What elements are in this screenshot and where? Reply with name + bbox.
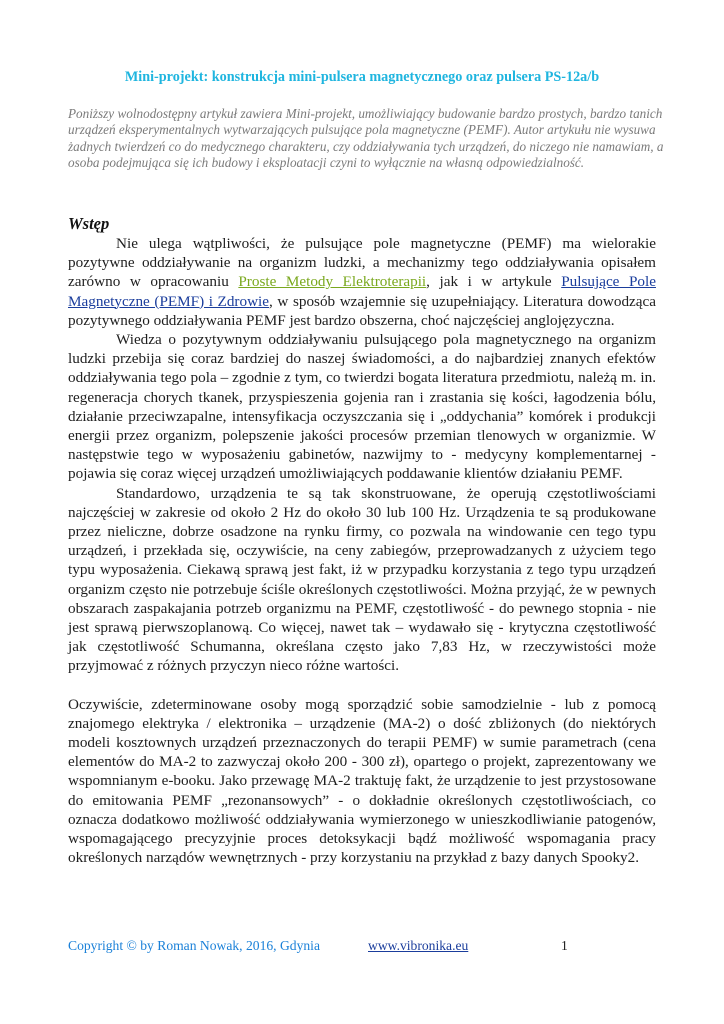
paragraph-3: Standardowo, urządzenia te są tak skonstruowane, że operują częstotliwościami najczęściej w zakresie od około 2 Hz do około 30 lub 100 Hz. Urządzenia te są produkowane przez nieliczne, dobrze osadzone na rynku firmy, co pozwala na windowanie cen tego typu urządzeń, i przekłada się, oczywiście, na ceny zabiegów, przeprowadzanych z użyciem tego typu wyposażenia. Ciekawą sprawą jest fakt, iż w przypadku korzystania z tego typu urządzeń organizm często nie potrzebuje ściśle określonych częstotliwości. Można przyjąć, że w pewnych obszarach zaspakajania potrzeb organizmu na PEMF, częstotliwość - do pewnego stopnia - nie jest sprawą pierwszoplanową. Co więcej, nawet tak – wydawało się - krytyczna częstotliwość jak częstotliwość Schumanna, określana często jako 7,83 Hz, w rzeczywistości może przyjmować z różnych przyczyn nieco różne wartości. bbox=[68, 484, 656, 675]
paragraph-2: Wiedza o pozytywnym oddziaływaniu pulsującego pola magnetycznego na organizm ludzki przebija się coraz bardziej do naszej świadomości, a do najbardziej znanych efektów oddziaływania tego pola – zgodnie z tym, co twierdzi bogata literatura przedmiotu, należą m. in. regeneracja chorych tkanek, przyspieszenia gojenia ran i zrastania się kości, łagodzenia bólu, działanie przeciwzapalne, intensyfikacja oczyszczania się i „oddychania” komórek i produkcji energii przez organizm, polepszenie jakości procesów przemian tlenowych w organizmie. W następstwie tego w wyposażeniu gabinetów, nazwijmy to - medycyny komplementarnej - pojawia się coraz więcej urządzeń umożliwiających poddawanie klientów działaniu PEMF. bbox=[68, 331, 656, 483]
footer-copyright: Copyright © by Roman Nowak, 2016, Gdynia bbox=[68, 938, 320, 953]
link-pulsujace-pole-magnetyczne[interactable]: Pulsujące Pole Magnetyczne (PEMF) i Zdrowie bbox=[68, 273, 656, 310]
paragraph-1 bbox=[68, 234, 656, 330]
section-heading: Wstęp bbox=[68, 214, 110, 233]
footer-website-link[interactable]: www.vibronika.eu bbox=[368, 938, 469, 953]
paragraph-1-text-c: , w sposób wzajemnie się uzupełniający. Literatura dowodząca pozytywnego oddziaływania PEMF jest bardzo obszerna, choć najczęściej anglojęzyczna. bbox=[68, 292, 656, 329]
article-body bbox=[68, 234, 656, 868]
page-number: 1 bbox=[561, 938, 568, 953]
link-proste-metody-elektroterapii[interactable]: Proste Metody Elektroterapii bbox=[238, 273, 427, 291]
document-title: Mini-projekt: konstrukcja mini-pulsera magnetycznego oraz pulsera PS-12a/b bbox=[124, 69, 600, 85]
paragraph-4: Oczywiście, zdeterminowane osoby mogą sporządzić sobie samodzielnie - lub z pomocą znajomego elektryka / elektronika – urządzenie (MA-2) o dość zbliżonych (do niektórych modeli kosztownych urządzeń przeznaczonych do terapii PEMF) w sumie parametrach (cena elementów do MA-2 to zazwyczaj około 200 - 300 zł), opartego o projekt, zaprezentowany we wspomnianym e-booku. Jako przewagę MA-2 traktuję fakt, że urządzenie to jest przystosowane do emitowania PEMF „rezonansowych” - o dokładnie określonych częstotliwościach, co oznacza dodatkowo możliwość oddziaływania wymierzonego w unieszkodliwianie patogenów, wspomagającego precyzyjnie proces detoksykacji bądź możliwość wspomagania pracy określonych narządów wewnętrznych - przy korzystaniu na przykład z bazy danych Spooky2. bbox=[68, 695, 656, 867]
disclaimer-paragraph: Poniższy wolnodostępny artykuł zawiera Mini-projekt, umożliwiający budowanie bardzo prostych, bardzo tanich urządzeń eksperymentalnych wytwarzających pulsujące pola magnetyczne (PEMF). Autor artykułu nie wysuwa żadnych twierdzeń co do medycznego charakteru, czy oddziaływania tych urządzeń, do niczego nie namawiam, a osoba podejmująca się ich budowy i eksploatacji czyni to wyłącznie na własną odpowiedzialność. bbox=[68, 106, 664, 171]
paragraph-1-text-a: Nie ulega wątpliwości, że pulsujące pole magnetyczne (PEMF) ma wielorakie pozytywne oddziaływanie na organizm ludzki, a mechanizmy tego oddziaływania opisałem zarówno w opracowaniu bbox=[68, 235, 656, 291]
paragraph-1-text-b: , jak i w artykule bbox=[426, 273, 562, 291]
